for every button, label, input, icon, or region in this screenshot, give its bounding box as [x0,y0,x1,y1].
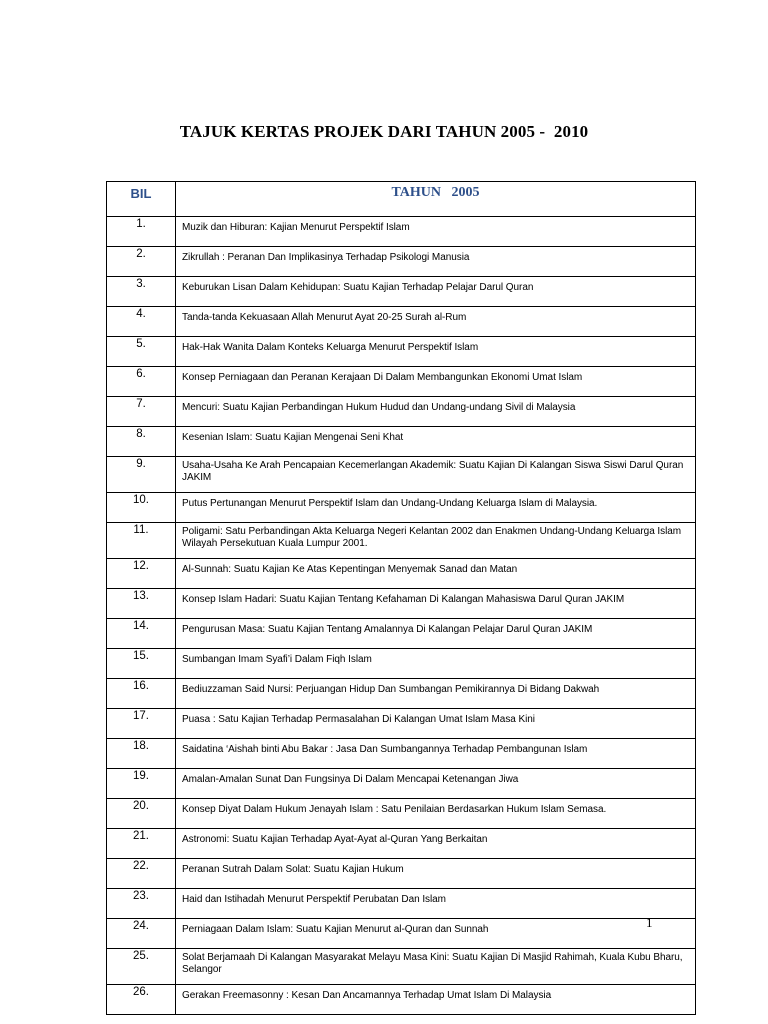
table-row [107,859,696,889]
row-number: 3. [107,277,176,307]
row-number: 7. [107,397,176,427]
row-number: 16. [107,679,176,709]
project-title: Bediuzzaman Said Nursi: Perjuangan Hidup Dan Sumbangan Pemikirannya Di Bidang Dakwah [176,679,696,709]
row-number: 1. [107,217,176,247]
row-number: 25. [107,949,176,985]
project-title: Perniagaan Dalam Islam: Suatu Kajian Menurut al-Quran dan Sunnah [176,919,696,949]
project-titles-table-container [106,181,695,1015]
table-row [107,427,696,457]
table-row [107,919,696,949]
row-number: 14. [107,619,176,649]
project-title: Konsep Perniagaan dan Peranan Kerajaan Di Dalam Membangunkan Ekonomi Umat Islam [176,367,696,397]
project-title: Astronomi: Suatu Kajian Terhadap Ayat-Ayat al-Quran Yang Berkaitan [176,829,696,859]
table-row [107,829,696,859]
project-title: Hak-Hak Wanita Dalam Konteks Keluarga Menurut Perspektif Islam [176,337,696,367]
project-title: Poligami: Satu Perbandingan Akta Keluarga Negeri Kelantan 2002 dan Enakmen Undang-Undang Keluarga Islam Wilayah Persekutuan Kuala Lumpur 2001. [176,523,696,559]
table-row [107,889,696,919]
project-title: Mencuri: Suatu Kajian Perbandingan Hukum Hudud dan Undang-undang Sivil di Malaysia [176,397,696,427]
table-row [107,739,696,769]
project-title: Gerakan Freemasonny : Kesan Dan Ancamannya Terhadap Umat Islam Di Malaysia [176,985,696,1015]
row-number: 4. [107,307,176,337]
row-number: 12. [107,559,176,589]
project-title: Puasa : Satu Kajian Terhadap Permasalahan Di Kalangan Umat Islam Masa Kini [176,709,696,739]
row-number: 6. [107,367,176,397]
table-row [107,769,696,799]
project-titles-table [106,181,696,1015]
table-row [107,397,696,427]
table-row [107,949,696,985]
project-title: Saidatina ‘Aishah binti Abu Bakar : Jasa Dan Sumbangannya Terhadap Pembangunan Islam [176,739,696,769]
table-row [107,589,696,619]
row-number: 23. [107,889,176,919]
row-number: 24. [107,919,176,949]
row-number: 19. [107,769,176,799]
table-row [107,709,696,739]
table-row [107,619,696,649]
page-title: TAJUK KERTAS PROJEK DARI TAHUN 2005 - 2010 [179,122,589,141]
table-row [107,457,696,493]
row-number: 8. [107,427,176,457]
row-number: 13. [107,589,176,619]
row-number: 5. [107,337,176,367]
project-title: Sumbangan Imam Syafi’i Dalam Fiqh Islam [176,649,696,679]
project-title: Konsep Islam Hadari: Suatu Kajian Tentang Kefahaman Di Kalangan Mahasiswa Darul Quran JAKIM [176,589,696,619]
row-number: 17. [107,709,176,739]
table-row [107,277,696,307]
table-header-row [107,182,696,217]
project-title: Haid dan Istihadah Menurut Perspektif Perubatan Dan Islam [176,889,696,919]
table-row [107,337,696,367]
row-number: 26. [107,985,176,1015]
column-header-bil: BIL [107,182,176,217]
table-row [107,559,696,589]
project-title: Konsep Diyat Dalam Hukum Jenayah Islam : Satu Penilaian Berdasarkan Hukum Islam Semasa. [176,799,696,829]
table-row [107,679,696,709]
row-number: 2. [107,247,176,277]
table-row [107,367,696,397]
row-number: 18. [107,739,176,769]
project-title: Amalan-Amalan Sunat Dan Fungsinya Di Dalam Mencapai Ketenangan Jiwa [176,769,696,799]
page-number: 1 [646,915,653,930]
column-header-year: TAHUN 2005 [176,182,696,217]
row-number: 21. [107,829,176,859]
table-row [107,247,696,277]
project-title: Keburukan Lisan Dalam Kehidupan: Suatu Kajian Terhadap Pelajar Darul Quran [176,277,696,307]
table-row [107,799,696,829]
project-title: Zikrullah : Peranan Dan Implikasinya Terhadap Psikologi Manusia [176,247,696,277]
project-title: Putus Pertunangan Menurut Perspektif Islam dan Undang-Undang Keluarga Islam di Malaysia. [176,493,696,523]
project-title: Kesenian Islam: Suatu Kajian Mengenai Seni Khat [176,427,696,457]
project-title: Muzik dan Hiburan: Kajian Menurut Perspektif Islam [176,217,696,247]
project-title: Solat Berjamaah Di Kalangan Masyarakat Melayu Masa Kini: Suatu Kajian Di Masjid Rahimah, Kuala Kubu Bharu, Selangor [176,949,696,985]
row-number: 11. [107,523,176,559]
project-title: Usaha-Usaha Ke Arah Pencapaian Kecemerlangan Akademik: Suatu Kajian Di Kalangan Siswa Siswi Darul Quran JAKIM [176,457,696,493]
table-body [107,217,696,1015]
row-number: 10. [107,493,176,523]
project-title: Peranan Sutrah Dalam Solat: Suatu Kajian Hukum [176,859,696,889]
table-row [107,985,696,1015]
table-row [107,493,696,523]
table-row [107,523,696,559]
row-number: 22. [107,859,176,889]
project-title: Tanda-tanda Kekuasaan Allah Menurut Ayat 20-25 Surah al-Rum [176,307,696,337]
row-number: 20. [107,799,176,829]
row-number: 9. [107,457,176,493]
project-title: Pengurusan Masa: Suatu Kajian Tentang Amalannya Di Kalangan Pelajar Darul Quran JAKIM [176,619,696,649]
table-row [107,307,696,337]
project-title: Al-Sunnah: Suatu Kajian Ke Atas Kepentingan Menyemak Sanad dan Matan [176,559,696,589]
table-row [107,649,696,679]
row-number: 15. [107,649,176,679]
table-row [107,217,696,247]
